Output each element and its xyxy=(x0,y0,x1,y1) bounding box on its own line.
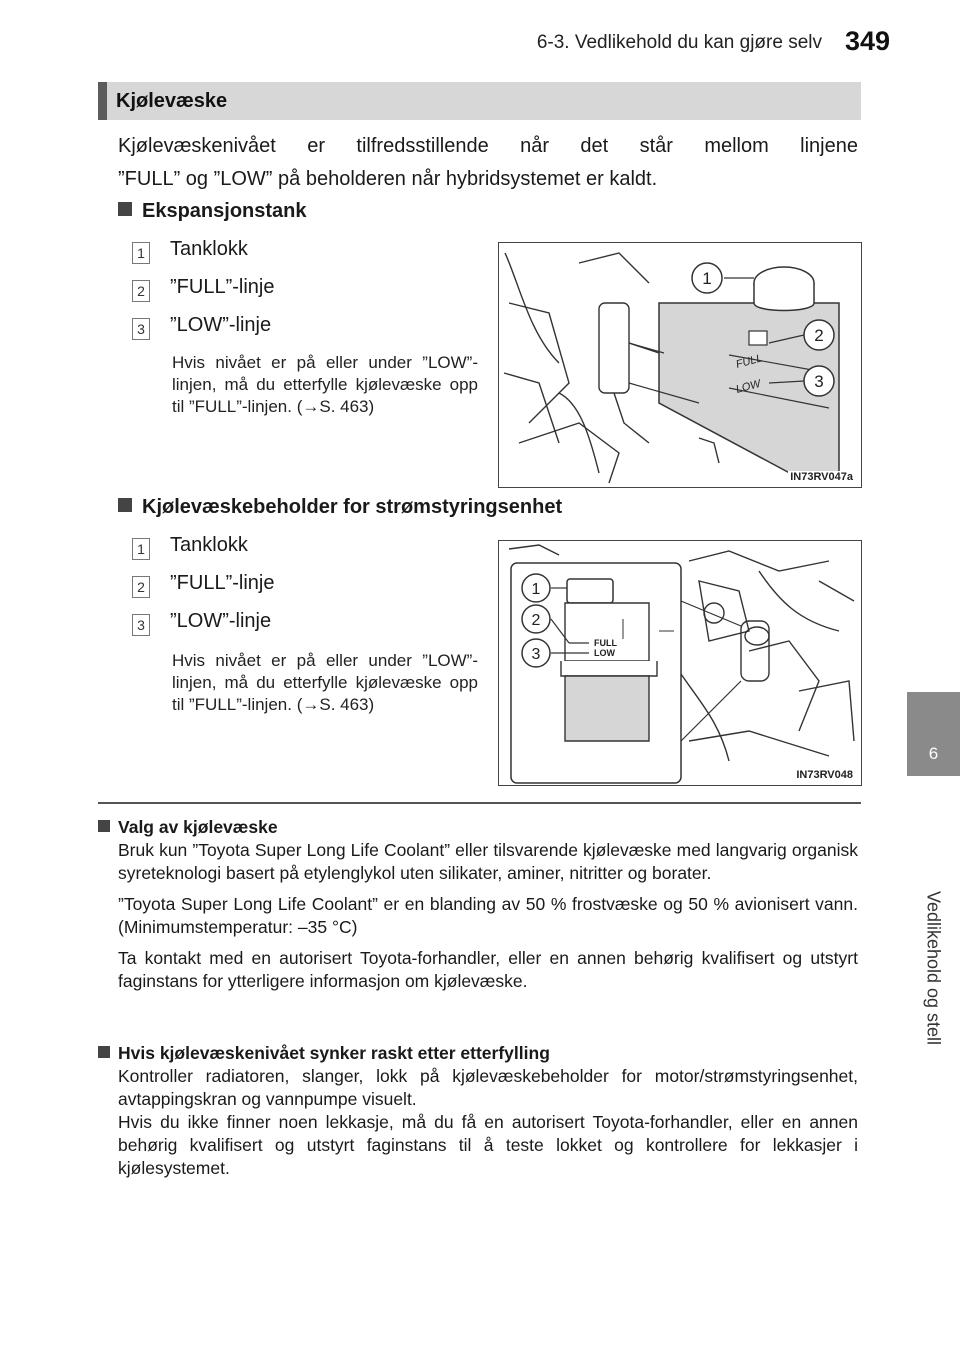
list-item xyxy=(132,314,477,352)
info-paragraph: Bruk kun ”Toyota Super Long Life Coolant” eller tilsvarende kjølevæske med langvarig organisk syreteknologi basert på etylenglykol uten silikater, aminer, nitritter og borater. xyxy=(118,840,858,883)
list-item-label: ”FULL”-linje xyxy=(170,572,275,594)
engine-bay-illustration xyxy=(499,243,862,488)
expansion-tank-note: Hvis nivået er på eller under ”LOW”-linjen, må du etterfylle kjølevæske opp til ”FULL”-linjen. (→S. 463) xyxy=(172,353,478,416)
list-item xyxy=(132,238,477,276)
square-bullet-icon xyxy=(98,1046,110,1058)
number-badge: 3 xyxy=(132,614,150,636)
list-item xyxy=(132,572,477,610)
svg-text:1: 1 xyxy=(531,581,541,598)
number-badge: 1 xyxy=(132,242,150,264)
tank-label-full: FULL xyxy=(594,638,617,648)
square-bullet-icon xyxy=(98,820,110,832)
number-badge: 1 xyxy=(132,538,150,560)
svg-text:3: 3 xyxy=(531,646,541,663)
intro-line-1: Kjølevæskenivået er tilfredsstillende når det står mellom linjene xyxy=(118,135,858,157)
callout-1 xyxy=(692,263,754,293)
intro-paragraph xyxy=(118,130,858,196)
info-heading-text: Valg av kjølevæske xyxy=(118,817,278,837)
number-badge: 2 xyxy=(132,576,150,598)
power-control-reservoir-figure xyxy=(498,540,862,786)
tank-label-low: LOW xyxy=(734,377,762,396)
subsection-heading-text: Kjølevæskebeholder for strømstyringsenhet xyxy=(142,496,563,518)
info-block-level-drops xyxy=(98,1042,858,1180)
tank-label-full: FULL xyxy=(734,352,764,371)
list-item-label: Tanklokk xyxy=(170,534,248,556)
info-paragraph: Hvis du ikke finner noen lekkasje, må du få en autorisert Toyota-forhandler, eller en annen behørig kvalifisert og utstyrt faginstans til å teste lokket og kontrollere for lekkasjer i kjølesystemet. xyxy=(118,1112,858,1178)
info-paragraph: ”Toyota Super Long Life Coolant” er en blanding av 50 % frostvæske og 50 % avionisert vann. (Minimumstemperatur: –35 °C) xyxy=(118,894,858,937)
svg-text:2: 2 xyxy=(814,326,824,345)
info-paragraph: Kontroller radiatoren, slanger, lokk på kjølevæskebeholder for motor/strømstyringsenhet, avtappingskran og vannpumpe visuelt. xyxy=(118,1066,858,1109)
number-badge: 2 xyxy=(132,280,150,302)
subsection-heading-power-control-reservoir xyxy=(118,496,562,519)
section-title-bar xyxy=(98,82,861,120)
page-number: 349 xyxy=(844,26,890,56)
page-header xyxy=(0,24,960,64)
list-item xyxy=(132,534,477,572)
chapter-number: 6 xyxy=(928,744,939,763)
figure-code: IN73RV047a xyxy=(790,471,853,483)
subsection-heading-text: Ekspansjonstank xyxy=(142,200,307,222)
svg-text:1: 1 xyxy=(702,269,712,288)
info-heading xyxy=(98,1042,858,1065)
info-paragraph: Ta kontakt med en autorisert Toyota-forhandler, eller en annen behørig kvalifisert og utstyrt faginstans for ytterligere informasjon om kjølevæske. xyxy=(118,948,858,991)
engine-bay-illustration xyxy=(499,541,862,786)
info-heading xyxy=(98,816,858,839)
section-divider xyxy=(98,802,861,804)
list-item xyxy=(132,610,477,648)
subsection-heading-expansion-tank xyxy=(118,200,307,223)
number-badge: 3 xyxy=(132,318,150,340)
header-section-title: 6-3. Vedlikehold du kan gjøre selv xyxy=(536,32,822,53)
list-item-label: ”LOW”-linje xyxy=(170,314,272,336)
info-block-coolant-choice xyxy=(98,816,858,993)
list-item-label: Tanklokk xyxy=(170,238,248,260)
power-control-parts-list xyxy=(132,534,477,648)
section-title: Kjølevæske xyxy=(116,90,228,112)
info-heading-text: Hvis kjølevæskenivået synker raskt etter etterfylling xyxy=(118,1043,550,1063)
svg-text:2: 2 xyxy=(531,612,541,629)
list-item xyxy=(132,276,477,314)
list-item-label: ”LOW”-linje xyxy=(170,610,272,632)
figure-code: IN73RV048 xyxy=(796,769,853,781)
tank-label-low: LOW xyxy=(594,648,615,658)
power-control-note: Hvis nivået er på eller under ”LOW”-linjen, må du etterfylle kjølevæske opp til ”FULL”-linjen. (→S. 463) xyxy=(172,651,478,714)
svg-text:3: 3 xyxy=(814,372,824,391)
intro-line-2: ”FULL” og ”LOW” på beholderen når hybridsystemet er kaldt. xyxy=(118,168,658,190)
expansion-tank-parts-list xyxy=(132,238,477,352)
chapter-title-vertical: Vedlikehold og stell xyxy=(923,890,944,1046)
chapter-tab xyxy=(907,692,960,776)
square-bullet-icon xyxy=(118,202,132,216)
expansion-tank-figure xyxy=(498,242,862,488)
list-item-label: ”FULL”-linje xyxy=(170,276,275,298)
square-bullet-icon xyxy=(118,498,132,512)
